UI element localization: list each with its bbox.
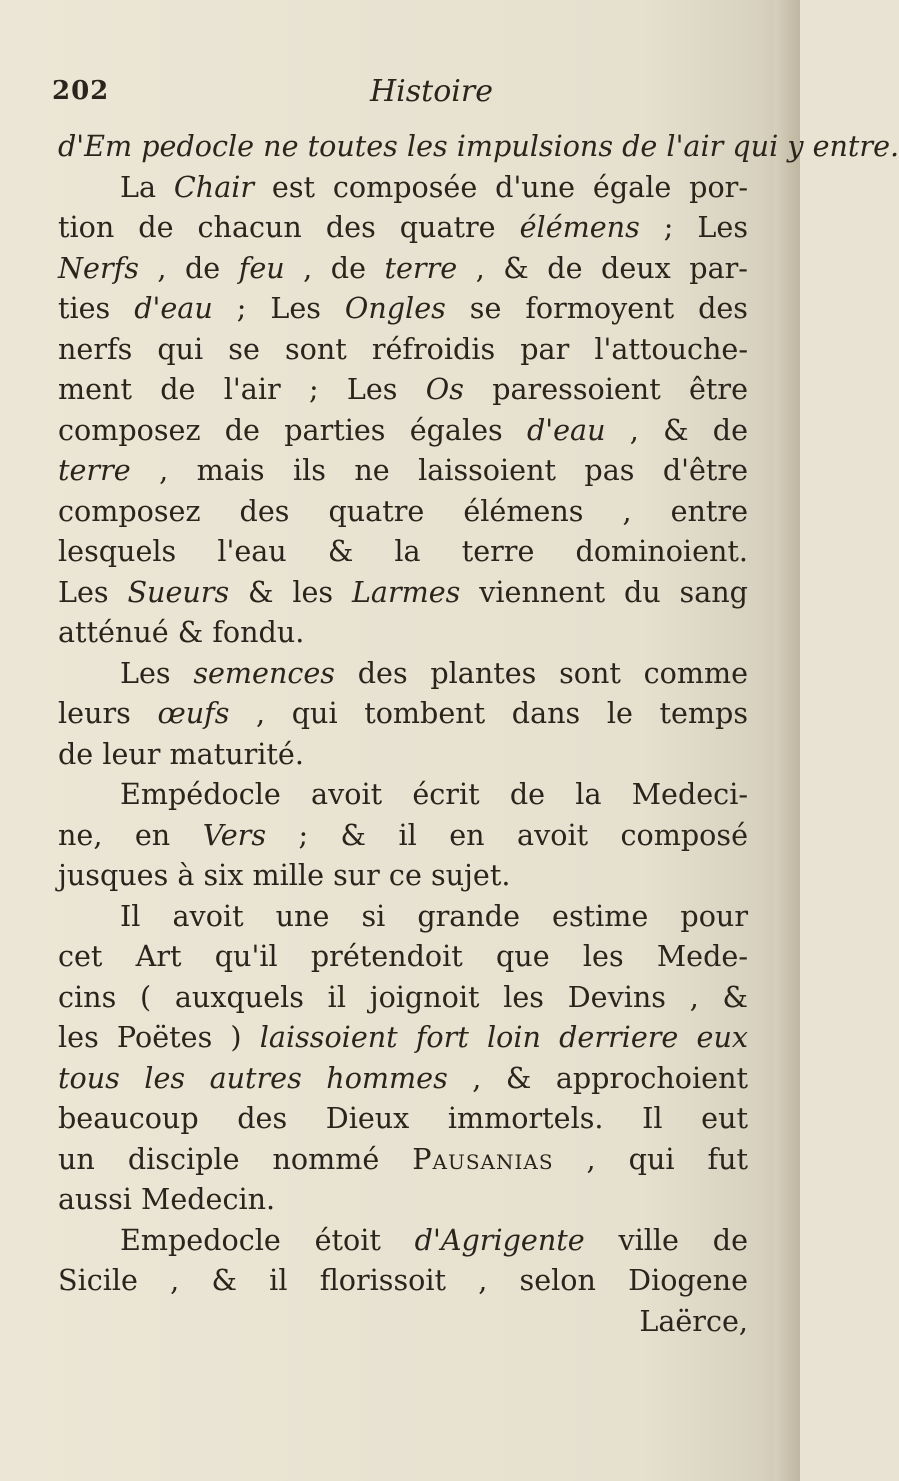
text-segment: , & approchoient [447,1060,748,1095]
text-segment: & les [229,574,352,609]
text-segment: Il avoit une si grande estime pour [120,898,748,933]
text-line [58,167,748,208]
text-line [58,572,748,613]
text-line [58,977,748,1018]
italic-text: Ongles [344,291,446,325]
text-line [58,1260,748,1301]
text-segment: La [120,169,174,204]
text-segment: , mais ils ne laissoient pas d'être [130,453,748,487]
text-segment: un disciple nommé [58,1141,413,1176]
italic-text: ne [263,129,299,163]
text-segment: se formoyent des [445,291,748,325]
text-segment: Sicile , & il florissoit , selon Diogene [58,1263,748,1297]
italic-text: terre [384,250,458,285]
text-segment: beaucoup des Dieux immortels. Il eut [58,1101,748,1135]
italic-text: feu [238,250,285,285]
running-title: Histoire [370,74,493,109]
text-line [58,1017,748,1058]
text-segment [613,129,622,163]
italic-text: Os [425,372,464,406]
italic-text: d'eau [526,412,606,447]
text-line [58,491,748,532]
italic-text: laissoient fort loin derriere eux [259,1020,748,1054]
text-segment: Les [120,655,194,690]
text-line [58,734,748,775]
body-text [58,126,899,1341]
text-line [58,248,748,289]
text-line [58,1098,748,1139]
text-segment: ; Les [639,210,748,244]
text-segment: , & de deux par- [457,250,748,285]
italic-text: terre [58,453,131,487]
text-segment: nerfs qui se sont réfroidis par l'attouche- [58,331,748,366]
text-line [58,653,748,694]
text-segment: , & de [605,412,748,447]
text-line [58,896,748,937]
text-segment: , de [284,250,385,285]
text-segment: est composée d'une égale por- [254,169,748,204]
text-segment [254,129,263,163]
text-line [58,1179,748,1220]
text-segment: ne, en [58,817,203,852]
text-segment [448,129,457,163]
italic-text: élémens [519,210,640,244]
page-gutter [774,0,800,1481]
text-segment: paressoient être [463,372,748,406]
text-segment: cins ( auxquels il joignoit les Devins , & [58,979,748,1014]
italic-text: d'eau [134,291,213,325]
text-segment: ties [58,291,135,325]
text-segment: leurs [58,696,158,730]
italic-text: de l'air qui y entre. [622,129,899,163]
text-line [58,450,748,491]
text-line [58,1220,748,1261]
text-segment: , de [138,250,239,285]
text-line [58,774,748,815]
italic-text: pedocle [141,129,255,163]
text-segment [132,129,141,163]
italic-text: Larmes [351,574,461,609]
italic-text: Vers [202,817,266,852]
text-segment: aussi Medecin. [58,1182,276,1216]
text-segment: tion de chacun des quatre [58,210,520,244]
text-segment [398,129,407,163]
text-segment: composez des quatre élémens , entre [58,493,748,528]
italic-text: d'Agrigente [414,1222,585,1257]
text-line [58,1139,748,1180]
text-segment: ville de [584,1222,748,1257]
text-line [58,126,899,167]
italic-text: semences [193,655,335,690]
italic-text: tous les autres hommes [58,1060,448,1095]
italic-text: Nerfs [58,250,139,285]
text-segment: Pausanias [412,1141,554,1176]
text-segment: de leur maturité. [58,736,304,771]
text-line [58,855,748,896]
text-segment: composez de parties égales [58,412,527,447]
italic-text: toutes [307,129,398,163]
italic-text: impulsions [456,129,614,163]
text-segment: Les [58,574,128,609]
text-line [58,288,748,329]
text-line [58,329,748,370]
text-segment: lesquels l'eau & la terre dominoient. [58,534,748,568]
text-segment: viennent du sang [460,574,748,609]
text-segment: , qui fut [553,1141,748,1176]
text-line [58,410,748,451]
text-segment: les Poëtes ) [58,1020,260,1054]
text-line [58,207,748,248]
text-segment: jusques à six mille sur ce sujet. [58,858,511,892]
text-line [58,612,748,653]
text-segment [299,129,308,163]
italic-text: œufs [157,696,230,730]
text-segment: des plantes sont comme [335,655,748,690]
page-header [52,76,742,116]
text-segment: , qui tombent dans le temps [229,696,749,730]
page-number: 202 [52,76,110,106]
text-line [58,1301,748,1342]
italic-text: d'Em [58,129,133,163]
text-segment: Empédocle avoit écrit de la Medeci- [120,777,748,811]
text-line [58,1058,748,1099]
text-line [58,531,748,572]
text-segment: ; & il en avoit composé [266,817,748,852]
italic-text: les [406,129,448,163]
text-segment: Empedocle étoit [120,1222,415,1257]
text-segment: atténué & fondu. [58,615,305,649]
text-line [58,693,748,734]
text-segment: ; Les [212,291,345,325]
text-line [58,936,748,977]
text-line [58,815,748,856]
text-segment: Laërce, [639,1303,748,1338]
text-segment: cet Art qu'il prétendoit que les Mede- [58,939,748,973]
text-segment: ment de l'air ; Les [58,372,426,406]
italic-text: Sueurs [127,574,230,609]
italic-text: Chair [173,169,255,204]
text-line [58,369,748,410]
